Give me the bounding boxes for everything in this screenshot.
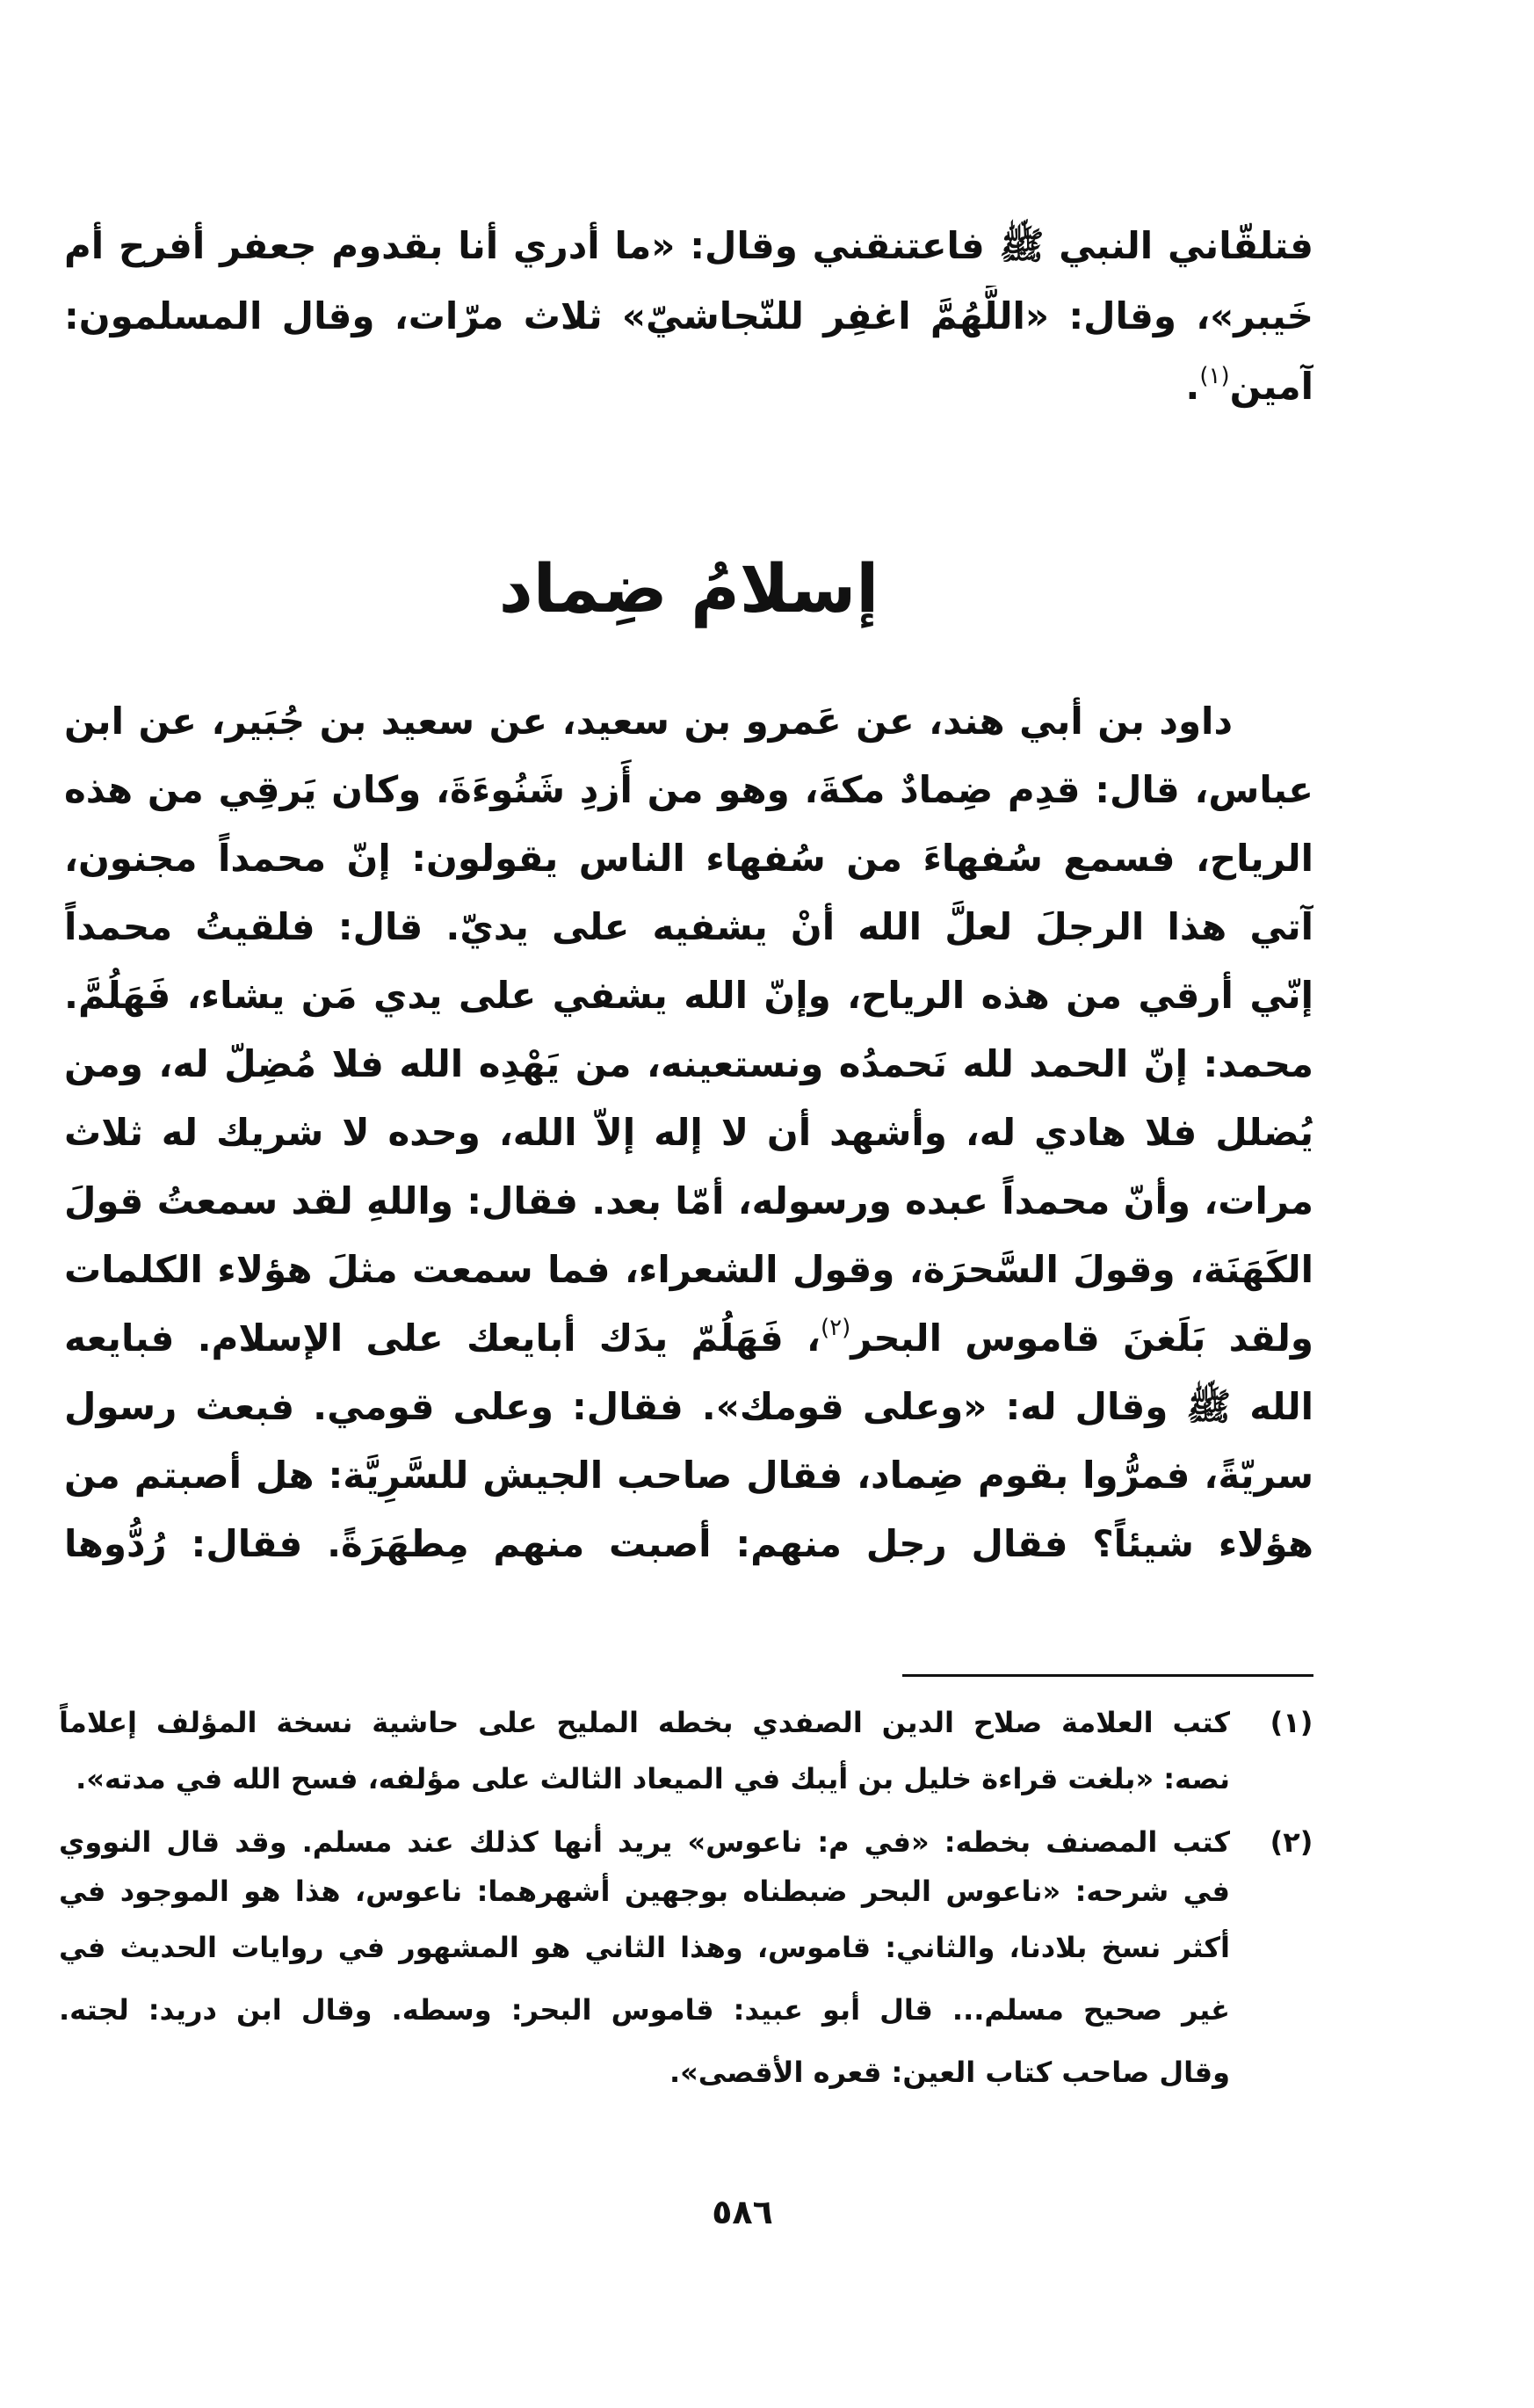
footnote-separator xyxy=(902,1674,1313,1677)
text-line: خَيبر»، وقال: «اللَّهُمَّ اغفِر للنّجاشيّ» ثلاث مرّات، وقال المسلمون: xyxy=(64,294,1313,337)
footnote-line: غير صحيح مسلم... قال أبو عبيد: قاموس البحر: وسطه. وقال ابن دريد: لجته. xyxy=(59,1993,1230,2027)
text-line: فتلقّاني النبي ﷺ فاعتنقني وقال: «ما أدري أنا بقدوم جعفر أفرح أم xyxy=(64,224,1313,267)
footnote-ref-2[interactable]: (٢) xyxy=(820,1315,851,1341)
page-number: ٥٨٦ xyxy=(712,2193,773,2231)
section-title: إسلامُ ضِماد xyxy=(498,549,879,627)
footnote-line: نصه: «بلغت قراءة خليل بن أيبك في الميعاد الثالث على مؤلفه، فسح الله في مدته». xyxy=(76,1762,1230,1795)
text-line: الله ﷺ وقال له: «وعلى قومك». فقال: وعلى قومي. فبعث رسول xyxy=(64,1385,1313,1428)
text-line: عباس، قال: قدِم ضِمادٌ مكةَ، وهو من أَزدِ شَنُوءَةَ، وكان يَرقِي من هذه xyxy=(64,768,1313,811)
text-line: الرياح، فسمع سُفهاءَ من سُفهاء الناس يقولون: إنّ محمداً مجنون، xyxy=(64,837,1313,880)
line-text: آمين xyxy=(1229,365,1313,408)
footnote-line: كتب العلامة صلاح الدين الصفدي بخطه المليح على حاشية نسخة المؤلف إعلاماً xyxy=(59,1706,1230,1739)
text-line: إنّي أرقي من هذه الرياح، وإنّ الله يشفي على يدي مَن يشاء، فَهَلُمَّ. xyxy=(64,974,1313,1017)
text-line: هؤلاء شيئاً؟ فقال رجل منهم: أصبت منهم مِطهَرَةً. فقال: رُدُّوها xyxy=(64,1522,1313,1565)
footnote-line: في شرحه: «ناعوس البحر ضبطناه بوجهين أشهرهما: ناعوس، هذا هو الموجود في xyxy=(59,1875,1230,1908)
line-text: ولقد بَلَغنَ قاموس البحر xyxy=(850,1316,1313,1360)
text-line: مرات، وأنّ محمداً عبده ورسوله، أمّا بعد. فقال: واللهِ لقد سمعتُ قولَ xyxy=(64,1179,1313,1222)
text-line: آتي هذا الرجلَ لعلَّ الله أنْ يشفيه على يديّ. قال: فلقيتُ محمداً xyxy=(64,905,1313,948)
text-line xyxy=(64,1308,1313,1369)
footnote-number: (٢) xyxy=(1270,1825,1313,1859)
footnote-ref-1[interactable]: (١) xyxy=(1199,363,1230,389)
text-line: يُضلل فلا هادي له، وأشهد أن لا إله إلاّ الله، وحده لا شريك له ثلاث xyxy=(64,1111,1313,1154)
text-line: سريّةً، فمرُّوا بقوم ضِماد، فقال صاحب الجيش للسَّرِيَّة: هل أصبتم من xyxy=(64,1454,1313,1497)
line-text: ، فَهَلُمّ يدَك أبايعك على الإسلام. فبايعه xyxy=(64,1316,821,1360)
text-line: داود بن أبي هند، عن عَمرو بن سعيد، عن سعيد بن جُبَير، عن ابن xyxy=(64,700,1233,743)
footnote-line: أكثر نسخ بلادنا، والثاني: قاموس، وهذا الثاني هو المشهور في روايات الحديث في xyxy=(59,1931,1230,1964)
line-text: . xyxy=(1185,365,1200,408)
footnote-line: وقال صاحب كتاب العين: قعره الأقصى». xyxy=(669,2056,1230,2089)
footnote-line: كتب المصنف بخطه: «في م: ناعوس» يريد أنها كذلك عند مسلم. وقد قال النووي xyxy=(59,1825,1230,1859)
text-line: الكَهَنَة، وقولَ السَّحرَة، وقول الشعراء، فما سمعت مثلَ هؤلاء الكلمات xyxy=(64,1248,1313,1291)
footnote-number: (١) xyxy=(1270,1706,1313,1739)
text-line: محمد: إنّ الحمد لله نَحمدُه ونستعينه، من يَهْدِه الله فلا مُضِلّ له، ومن xyxy=(64,1042,1313,1085)
text-line xyxy=(64,356,1313,417)
